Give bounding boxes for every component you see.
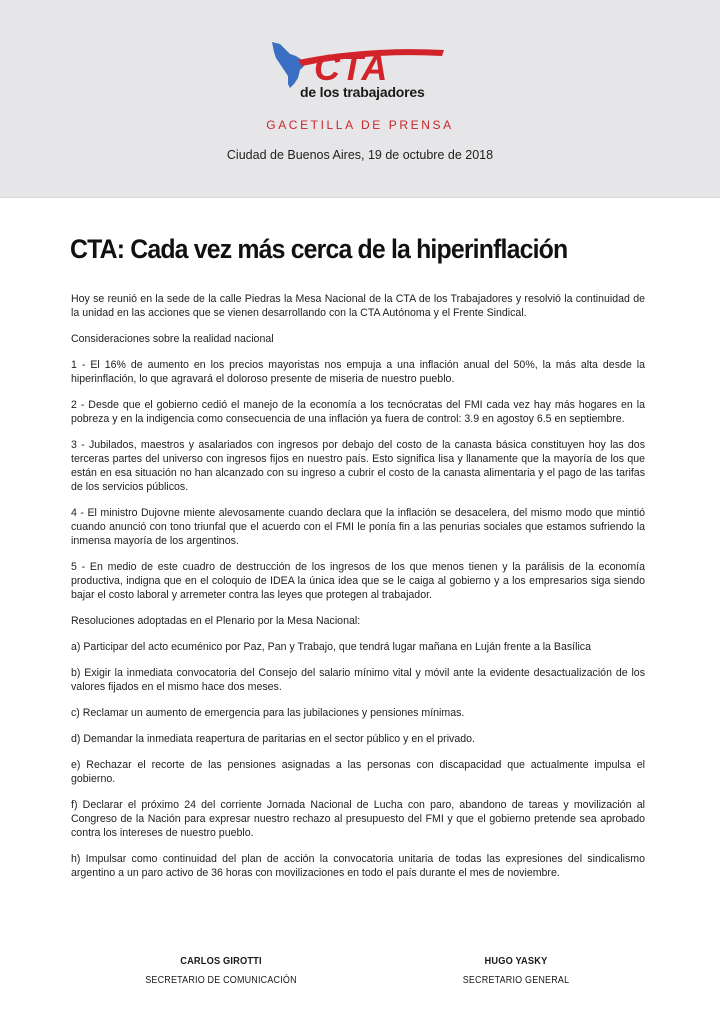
logo-subtitle: de los trabajadores [300, 84, 425, 100]
paragraph: f) Declarar el próximo 24 del corriente Jornada Nacional de Lucha con paro, abandono de tareas y movilización al Congreso de la Nación para expresar nuestro rechazo al presupuesto del FMI y que el gobierno pretende sea aprobado contra los intereses de nuestro pueblo. [71, 799, 645, 839]
paragraph: 5 - En medio de este cuadro de destrucción de los ingresos de los que menos tienen y la parálisis de la economía productiva, indigna que en el coloquio de IDEA la única idea que se le caiga al gobierno y a los empresarios siga siendo bajar el costo laboral y arremeter contra las leyes que protegen al trabajador. [71, 561, 645, 601]
dateline: Ciudad de Buenos Aires, 19 de octubre de 2018 [226, 148, 494, 162]
signatory-role: SECRETARIO GENERAL [462, 975, 570, 986]
signatory-name: HUGO YASKY [484, 955, 548, 967]
paragraph: a) Participar del acto ecuménico por Paz, Pan y Trabajo, que tendrá lugar mañana en Luján frente a la Basílica [71, 641, 591, 653]
paragraph: h) Impulsar como continuidad del plan de acción la convocatoria unitaria de todas las expresiones del sindicalismo argentino a un paro activo de 36 horas con movilizaciones en todo el país durante el mes de noviembre. [71, 853, 645, 879]
signature-block [416, 955, 616, 986]
paragraph: c) Reclamar un aumento de emergencia para las jubilaciones y pensiones mínimas. [71, 707, 465, 719]
signatory-role: SECRETARIO DE COMUNICACIÓN [145, 975, 297, 986]
paragraph: 3 - Jubilados, maestros y asalariados con ingresos por debajo del costo de la canasta básica constituyen hoy las dos terceras partes del universo con ingresos fijos en nuestro país. Esto significa lisa y llanamente que la mayoría de los que están en esa situación no han alcanzado con su ingreso a cubrir el costo de la canasta alimentaria y el pago de las tarifas de los servicios públicos. [71, 439, 645, 493]
paragraph: 4 - El ministro Dujovne miente alevosamente cuando declara que la inflación se desacelera, del mismo modo que mintió cuando anunció con tono triunfal que el acuerdo con el FMI le ponía fin a las penurias sociales que estamos sufriendo la inmensa mayoría de los argentinos. [71, 507, 645, 547]
paragraph: d) Demandar la inmediata reapertura de paritarias en el sector público y en el privado. [71, 733, 475, 745]
latin-america-map-icon [272, 42, 304, 88]
signature-block [121, 955, 321, 986]
paragraph: Resoluciones adoptadas en el Plenario por la Mesa Nacional: [71, 615, 361, 627]
body-text [71, 292, 645, 892]
press-header [0, 0, 720, 198]
paragraph: 1 - El 16% de aumento en los precios mayoristas nos empuja a una inflación anual del 50%, la más alta desde la hiperinflación, lo que agravará el doloroso presente de miseria de nuestro pueblo. [71, 359, 645, 385]
paragraph: 2 - Desde que el gobierno cedió el manejo de la economía a los tecnócratas del FMI cada vez hay más hogares en la pobreza y en la indigencia como consecuencia de una inflación ya fuera de control: 3.9 en agostoy 6.5 en septiembre. [71, 399, 645, 425]
press-release-label: GACETILLA DE PRENSA [266, 118, 454, 132]
cta-logo-graphic [268, 40, 452, 90]
signatory-name: CARLOS GIROTTI [180, 955, 262, 967]
paragraph: b) Exigir la inmediata convocatoria del Consejo del salario mínimo vital y móvil ante la evidente desactualización de los valores fijados en el mismo hace dos meses. [71, 667, 645, 693]
headline: CTA: Cada vez más cerca de la hiperinflación [70, 234, 568, 264]
paragraph: e) Rechazar el recorte de las pensiones asignadas a las personas con discapacidad que actualmente impulsa el gobierno. [71, 759, 645, 785]
logo-letters: CTA [314, 47, 389, 88]
paragraph: Consideraciones sobre la realidad nacional [71, 333, 274, 345]
paragraph: Hoy se reunió en la sede de la calle Piedras la Mesa Nacional de la CTA de los Trabajadores y resolvió la continuidad de la unidad en las acciones que se vienen desarrollando con la CTA Autónoma y el Frente Sindical. [71, 293, 645, 319]
